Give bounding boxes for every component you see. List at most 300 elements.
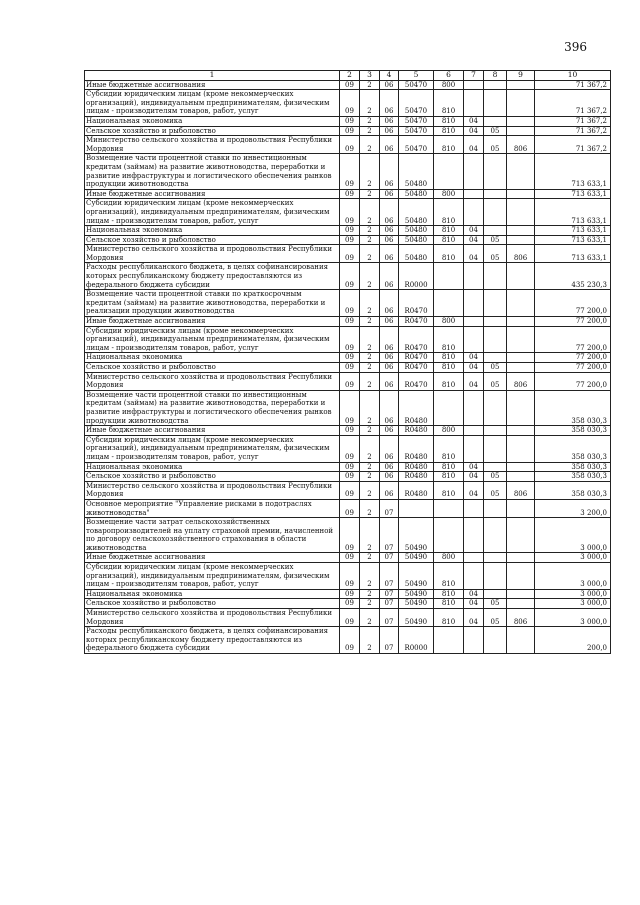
- name-cell: Национальная экономика: [85, 589, 340, 599]
- table-row: [85, 499, 611, 517]
- grbs-cell: [507, 599, 535, 609]
- gp-cell: 09: [340, 390, 360, 425]
- pr-cell: [484, 589, 507, 599]
- om-cell: 07: [380, 553, 399, 563]
- grbs-cell: [507, 80, 535, 90]
- table-body: [85, 71, 611, 654]
- vr-cell: 800: [434, 317, 464, 327]
- table-row: [85, 245, 611, 263]
- amount-cell: 200,0: [535, 627, 611, 654]
- pp-cell: 2: [360, 326, 380, 353]
- pr-cell: [484, 518, 507, 553]
- amount-cell: 71 367,2: [535, 116, 611, 126]
- om-cell: 06: [380, 472, 399, 482]
- table-row: [85, 553, 611, 563]
- pp-cell: 2: [360, 599, 380, 609]
- pr-cell: 05: [484, 245, 507, 263]
- header-cell: 2: [340, 71, 360, 81]
- gp-cell: 09: [340, 263, 360, 290]
- om-cell: 06: [380, 80, 399, 90]
- amount-cell: 3 000,0: [535, 553, 611, 563]
- pp-cell: 2: [360, 116, 380, 126]
- pp-cell: 2: [360, 90, 380, 117]
- amount-cell: 713 633,1: [535, 235, 611, 245]
- pp-cell: 2: [360, 80, 380, 90]
- rz-cell: 04: [464, 481, 484, 499]
- pr-cell: 05: [484, 126, 507, 136]
- grbs-cell: [507, 426, 535, 436]
- table-row: [85, 136, 611, 154]
- om-cell: 06: [380, 426, 399, 436]
- om-cell: 06: [380, 116, 399, 126]
- vr-cell: 810: [434, 589, 464, 599]
- rz-cell: [464, 290, 484, 317]
- rz-cell: [464, 435, 484, 462]
- vr-cell: 810: [434, 326, 464, 353]
- grbs-cell: [507, 226, 535, 236]
- pr-cell: 05: [484, 363, 507, 373]
- pr-cell: [484, 80, 507, 90]
- rz-cell: [464, 189, 484, 199]
- vr-cell: [434, 518, 464, 553]
- gp-cell: 09: [340, 518, 360, 553]
- pr-cell: [484, 189, 507, 199]
- name-cell: Сельское хозяйство и рыболовство: [85, 235, 340, 245]
- dir-cell: 50480: [399, 154, 434, 189]
- table-row: [85, 599, 611, 609]
- rz-cell: [464, 199, 484, 226]
- dir-cell: R0470: [399, 372, 434, 390]
- name-cell: Сельское хозяйство и рыболовство: [85, 472, 340, 482]
- table-row: [85, 235, 611, 245]
- gp-cell: 09: [340, 317, 360, 327]
- rz-cell: [464, 627, 484, 654]
- rz-cell: [464, 154, 484, 189]
- om-cell: 07: [380, 609, 399, 627]
- om-cell: 06: [380, 462, 399, 472]
- vr-cell: [434, 263, 464, 290]
- grbs-cell: [507, 235, 535, 245]
- dir-cell: R0000: [399, 627, 434, 654]
- table-row: [85, 326, 611, 353]
- gp-cell: 09: [340, 426, 360, 436]
- pr-cell: [484, 290, 507, 317]
- om-cell: 07: [380, 589, 399, 599]
- vr-cell: 810: [434, 235, 464, 245]
- table-row: [85, 435, 611, 462]
- om-cell: 07: [380, 599, 399, 609]
- pr-cell: 05: [484, 136, 507, 154]
- gp-cell: 09: [340, 235, 360, 245]
- name-cell: Расходы республиканского бюджета, в целях софинансирования которых республиканскому бюджету предоставляются из федерального бюджета субсидии: [85, 263, 340, 290]
- dir-cell: R0480: [399, 481, 434, 499]
- grbs-cell: [507, 116, 535, 126]
- grbs-cell: [507, 199, 535, 226]
- table-row: [85, 481, 611, 499]
- name-cell: Субсидии юридическим лицам (кроме некоммерческих организаций), индивидуальным предпринимателям, физическим лицам - производителям товаров, работ, услуг: [85, 90, 340, 117]
- table-row: [85, 290, 611, 317]
- pr-cell: [484, 326, 507, 353]
- pr-cell: 05: [484, 235, 507, 245]
- pp-cell: 2: [360, 553, 380, 563]
- pp-cell: 2: [360, 290, 380, 317]
- om-cell: 06: [380, 317, 399, 327]
- om-cell: 06: [380, 199, 399, 226]
- name-cell: Субсидии юридическим лицам (кроме некоммерческих организаций), индивидуальным предпринимателям, физическим лицам - производителям товаров, работ, услуг: [85, 435, 340, 462]
- rz-cell: [464, 263, 484, 290]
- dir-cell: 50480: [399, 226, 434, 236]
- table-row: [85, 80, 611, 90]
- rz-cell: 04: [464, 353, 484, 363]
- name-cell: Расходы республиканского бюджета, в целях софинансирования которых республиканскому бюджету предоставляются из федерального бюджета субсидии: [85, 627, 340, 654]
- grbs-cell: [507, 189, 535, 199]
- table-row: [85, 426, 611, 436]
- gp-cell: 09: [340, 290, 360, 317]
- om-cell: 07: [380, 499, 399, 517]
- gp-cell: 09: [340, 627, 360, 654]
- gp-cell: 09: [340, 126, 360, 136]
- om-cell: 06: [380, 363, 399, 373]
- name-cell: Субсидии юридическим лицам (кроме некоммерческих организаций), индивидуальным предпринимателям, физическим лицам - производителям товаров, работ, услуг: [85, 199, 340, 226]
- gp-cell: 09: [340, 372, 360, 390]
- vr-cell: 810: [434, 353, 464, 363]
- om-cell: 06: [380, 235, 399, 245]
- header-cell: 8: [484, 71, 507, 81]
- vr-cell: 810: [434, 116, 464, 126]
- om-cell: 06: [380, 136, 399, 154]
- dir-cell: 50490: [399, 553, 434, 563]
- pr-cell: [484, 435, 507, 462]
- pr-cell: [484, 90, 507, 117]
- vr-cell: 810: [434, 563, 464, 590]
- vr-cell: 810: [434, 462, 464, 472]
- rz-cell: [464, 563, 484, 590]
- amount-cell: 3 000,0: [535, 563, 611, 590]
- table-row: [85, 199, 611, 226]
- amount-cell: 71 367,2: [535, 126, 611, 136]
- rz-cell: [464, 80, 484, 90]
- name-cell: Иные бюджетные ассигнования: [85, 426, 340, 436]
- vr-cell: 800: [434, 553, 464, 563]
- grbs-cell: [507, 126, 535, 136]
- name-cell: Министерство сельского хозяйства и продовольствия Республики Мордовия: [85, 481, 340, 499]
- grbs-cell: 806: [507, 481, 535, 499]
- table-row: [85, 90, 611, 117]
- amount-cell: 435 230,3: [535, 263, 611, 290]
- name-cell: Сельское хозяйство и рыболовство: [85, 599, 340, 609]
- dir-cell: R0470: [399, 326, 434, 353]
- vr-cell: [434, 627, 464, 654]
- dir-cell: 50480: [399, 245, 434, 263]
- pr-cell: [484, 563, 507, 590]
- table-row: [85, 390, 611, 425]
- name-cell: Субсидии юридическим лицам (кроме некоммерческих организаций), индивидуальным предпринимателям, физическим лицам - производителям товаров, работ, услуг: [85, 326, 340, 353]
- vr-cell: 810: [434, 472, 464, 482]
- grbs-cell: [507, 326, 535, 353]
- om-cell: 06: [380, 372, 399, 390]
- table-row: [85, 563, 611, 590]
- vr-cell: 810: [434, 435, 464, 462]
- pr-cell: 05: [484, 372, 507, 390]
- name-cell: Министерство сельского хозяйства и продовольствия Республики Мордовия: [85, 245, 340, 263]
- table-row: [85, 116, 611, 126]
- name-cell: Национальная экономика: [85, 462, 340, 472]
- grbs-cell: 806: [507, 372, 535, 390]
- pp-cell: 2: [360, 609, 380, 627]
- dir-cell: 50470: [399, 80, 434, 90]
- table-row: [85, 353, 611, 363]
- table-row: [85, 363, 611, 373]
- table-row: [85, 627, 611, 654]
- rz-cell: 04: [464, 245, 484, 263]
- grbs-cell: [507, 627, 535, 654]
- grbs-cell: 806: [507, 136, 535, 154]
- header-cell: 6: [434, 71, 464, 81]
- om-cell: 06: [380, 245, 399, 263]
- om-cell: 06: [380, 435, 399, 462]
- vr-cell: 810: [434, 245, 464, 263]
- pp-cell: 2: [360, 481, 380, 499]
- amount-cell: 358 030,3: [535, 472, 611, 482]
- table-row: [85, 317, 611, 327]
- amount-cell: 358 030,3: [535, 426, 611, 436]
- rz-cell: 04: [464, 589, 484, 599]
- dir-cell: 50470: [399, 90, 434, 117]
- rz-cell: [464, 499, 484, 517]
- amount-cell: 3 000,0: [535, 589, 611, 599]
- amount-cell: 71 367,2: [535, 90, 611, 117]
- rz-cell: [464, 426, 484, 436]
- pp-cell: 2: [360, 499, 380, 517]
- name-cell: Министерство сельского хозяйства и продовольствия Республики Мордовия: [85, 609, 340, 627]
- rz-cell: 04: [464, 462, 484, 472]
- grbs-cell: [507, 518, 535, 553]
- om-cell: 07: [380, 627, 399, 654]
- pr-cell: [484, 353, 507, 363]
- amount-cell: 71 367,2: [535, 80, 611, 90]
- dir-cell: R0480: [399, 435, 434, 462]
- vr-cell: 810: [434, 90, 464, 117]
- dir-cell: R0000: [399, 263, 434, 290]
- header-cell: 7: [464, 71, 484, 81]
- rz-cell: 04: [464, 372, 484, 390]
- header-cell: 3: [360, 71, 380, 81]
- om-cell: 06: [380, 90, 399, 117]
- dir-cell: R0470: [399, 290, 434, 317]
- gp-cell: 09: [340, 499, 360, 517]
- pr-cell: [484, 499, 507, 517]
- grbs-cell: 806: [507, 245, 535, 263]
- header-cell: 9: [507, 71, 535, 81]
- amount-cell: 71 367,2: [535, 136, 611, 154]
- dir-cell: 50470: [399, 116, 434, 126]
- gp-cell: 09: [340, 80, 360, 90]
- name-cell: Национальная экономика: [85, 116, 340, 126]
- gp-cell: 09: [340, 116, 360, 126]
- table-row: [85, 462, 611, 472]
- grbs-cell: [507, 363, 535, 373]
- dir-cell: R0480: [399, 426, 434, 436]
- amount-cell: 3 200,0: [535, 499, 611, 517]
- grbs-cell: [507, 317, 535, 327]
- table-row: [85, 372, 611, 390]
- gp-cell: 09: [340, 472, 360, 482]
- om-cell: 06: [380, 263, 399, 290]
- header-cell: 4: [380, 71, 399, 81]
- gp-cell: 09: [340, 589, 360, 599]
- table-row: [85, 609, 611, 627]
- rz-cell: 04: [464, 126, 484, 136]
- om-cell: 06: [380, 126, 399, 136]
- page-number: 396: [564, 40, 587, 54]
- name-cell: Национальная экономика: [85, 353, 340, 363]
- amount-cell: 77 200,0: [535, 326, 611, 353]
- pp-cell: 2: [360, 518, 380, 553]
- amount-cell: 713 633,1: [535, 154, 611, 189]
- pr-cell: [484, 154, 507, 189]
- budget-table: [84, 70, 611, 654]
- grbs-cell: [507, 462, 535, 472]
- vr-cell: [434, 499, 464, 517]
- name-cell: Иные бюджетные ассигнования: [85, 80, 340, 90]
- header-cell: 10: [535, 71, 611, 81]
- gp-cell: 09: [340, 353, 360, 363]
- pp-cell: 2: [360, 372, 380, 390]
- header-cell: 1: [85, 71, 340, 81]
- om-cell: 07: [380, 563, 399, 590]
- vr-cell: 810: [434, 609, 464, 627]
- pp-cell: 2: [360, 245, 380, 263]
- pr-cell: [484, 199, 507, 226]
- pp-cell: 2: [360, 353, 380, 363]
- dir-cell: 50490: [399, 609, 434, 627]
- amount-cell: 713 633,1: [535, 189, 611, 199]
- grbs-cell: [507, 472, 535, 482]
- rz-cell: 04: [464, 609, 484, 627]
- name-cell: Основное мероприятие "Управление рисками в подотраслях животноводства": [85, 499, 340, 517]
- dir-cell: 50470: [399, 126, 434, 136]
- pp-cell: 2: [360, 627, 380, 654]
- gp-cell: 09: [340, 609, 360, 627]
- gp-cell: 09: [340, 553, 360, 563]
- om-cell: 06: [380, 390, 399, 425]
- name-cell: Национальная экономика: [85, 226, 340, 236]
- amount-cell: 3 000,0: [535, 609, 611, 627]
- pr-cell: 05: [484, 609, 507, 627]
- table-header-row: [85, 71, 611, 81]
- pp-cell: 2: [360, 472, 380, 482]
- grbs-cell: [507, 390, 535, 425]
- om-cell: 06: [380, 290, 399, 317]
- table-row: [85, 189, 611, 199]
- pp-cell: 2: [360, 435, 380, 462]
- pp-cell: 2: [360, 589, 380, 599]
- name-cell: Сельское хозяйство и рыболовство: [85, 363, 340, 373]
- dir-cell: R0480: [399, 462, 434, 472]
- vr-cell: 810: [434, 126, 464, 136]
- pp-cell: 2: [360, 235, 380, 245]
- rz-cell: [464, 90, 484, 117]
- grbs-cell: [507, 435, 535, 462]
- table-row: [85, 126, 611, 136]
- amount-cell: 77 200,0: [535, 290, 611, 317]
- grbs-cell: [507, 290, 535, 317]
- pr-cell: [484, 263, 507, 290]
- name-cell: Возмещение части затрат сельскохозяйственных товаропроизводителей на уплату страховой премии, начисленной по договору сельскохозяйственного страхования в области животноводства: [85, 518, 340, 553]
- gp-cell: 09: [340, 189, 360, 199]
- vr-cell: 800: [434, 80, 464, 90]
- gp-cell: 09: [340, 90, 360, 117]
- gp-cell: 09: [340, 136, 360, 154]
- pr-cell: 05: [484, 599, 507, 609]
- table-row: [85, 589, 611, 599]
- pp-cell: 2: [360, 154, 380, 189]
- gp-cell: 09: [340, 363, 360, 373]
- gp-cell: 09: [340, 245, 360, 263]
- dir-cell: 50480: [399, 199, 434, 226]
- gp-cell: 09: [340, 199, 360, 226]
- vr-cell: [434, 390, 464, 425]
- name-cell: Иные бюджетные ассигнования: [85, 189, 340, 199]
- table-row: [85, 518, 611, 553]
- pp-cell: 2: [360, 363, 380, 373]
- dir-cell: 50490: [399, 589, 434, 599]
- vr-cell: [434, 290, 464, 317]
- table-row: [85, 472, 611, 482]
- rz-cell: 04: [464, 472, 484, 482]
- amount-cell: 358 030,3: [535, 390, 611, 425]
- dir-cell: R0470: [399, 353, 434, 363]
- rz-cell: 04: [464, 599, 484, 609]
- pr-cell: [484, 317, 507, 327]
- name-cell: Возмещение части процентной ставки по краткосрочным кредитам (займам) на развитие животноводства, переработки и реализации продукции животноводства: [85, 290, 340, 317]
- amount-cell: 713 633,1: [535, 199, 611, 226]
- rz-cell: [464, 518, 484, 553]
- amount-cell: 77 200,0: [535, 317, 611, 327]
- amount-cell: 713 633,1: [535, 245, 611, 263]
- pp-cell: 2: [360, 390, 380, 425]
- pp-cell: 2: [360, 462, 380, 472]
- header-cell: 5: [399, 71, 434, 81]
- om-cell: 06: [380, 353, 399, 363]
- dir-cell: 50480: [399, 189, 434, 199]
- rz-cell: [464, 317, 484, 327]
- gp-cell: 09: [340, 481, 360, 499]
- dir-cell: 50480: [399, 235, 434, 245]
- dir-cell: R0470: [399, 363, 434, 373]
- amount-cell: 77 200,0: [535, 363, 611, 373]
- rz-cell: 04: [464, 226, 484, 236]
- pp-cell: 2: [360, 263, 380, 290]
- rz-cell: [464, 553, 484, 563]
- amount-cell: 77 200,0: [535, 372, 611, 390]
- grbs-cell: [507, 353, 535, 363]
- grbs-cell: [507, 563, 535, 590]
- vr-cell: 810: [434, 199, 464, 226]
- grbs-cell: [507, 263, 535, 290]
- gp-cell: 09: [340, 462, 360, 472]
- gp-cell: 09: [340, 226, 360, 236]
- name-cell: Возмещение части процентной ставки по инвестиционным кредитам (займам) на развитие животноводства, переработки и развитие инфраструктуры и логистического обеспечения рынков продукции животноводства: [85, 390, 340, 425]
- pr-cell: [484, 553, 507, 563]
- om-cell: 06: [380, 326, 399, 353]
- gp-cell: 09: [340, 154, 360, 189]
- amount-cell: 3 000,0: [535, 599, 611, 609]
- dir-cell: [399, 499, 434, 517]
- gp-cell: 09: [340, 326, 360, 353]
- table-row: [85, 263, 611, 290]
- vr-cell: 810: [434, 481, 464, 499]
